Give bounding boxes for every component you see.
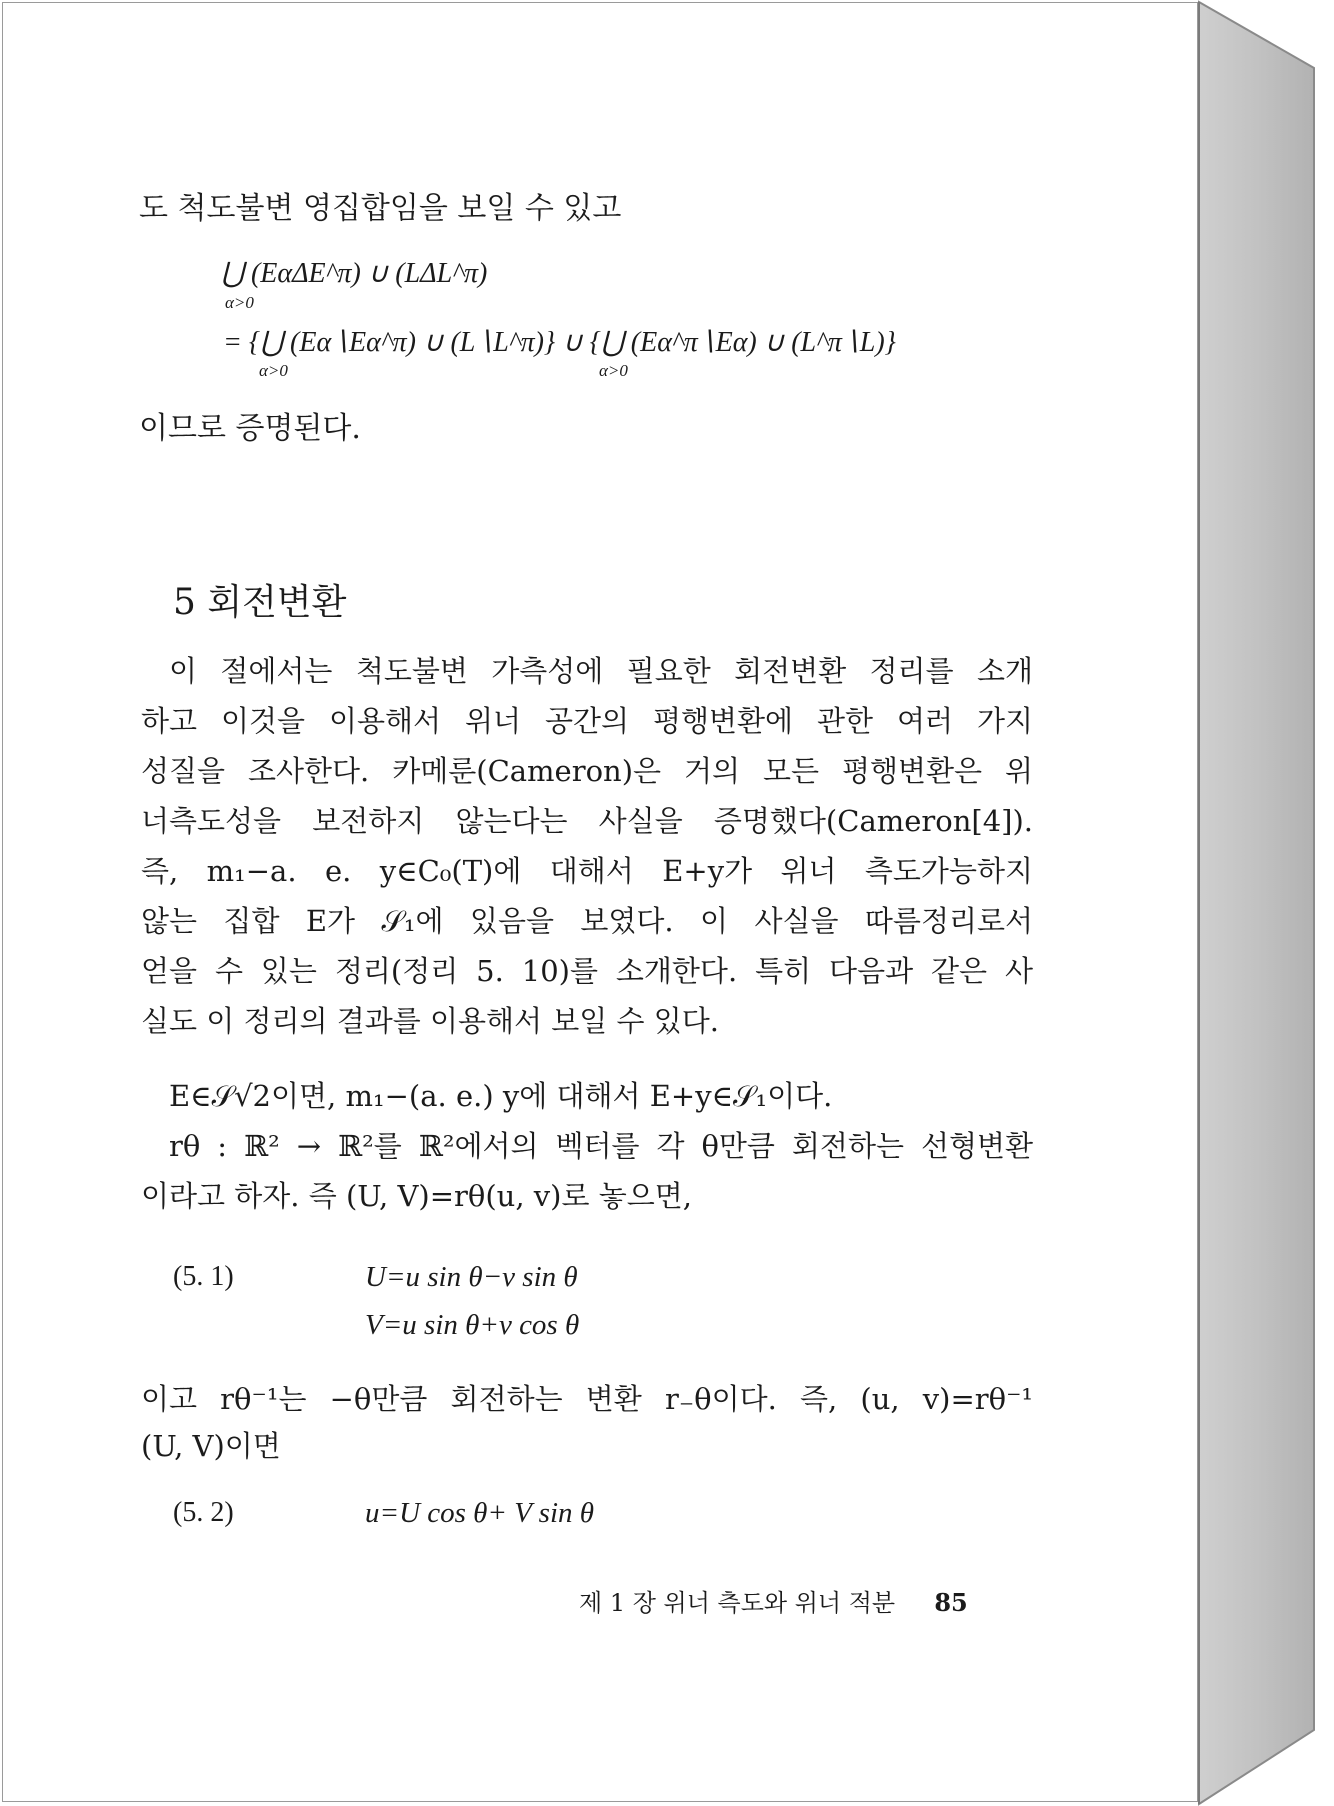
statement-line: E∈𝒮√2이면, m₁−(a. e.) y에 대해서 E+y∈𝒮₁이다. <box>169 1079 833 1113</box>
display-eq-line1: ⋃ (EαΔE^π) ∪ (LΔL^π) <box>221 258 488 289</box>
paragraph-line: 이 절에서는 척도불변 가측성에 필요한 회전변환 정리를 소개 <box>169 654 1033 688</box>
page <box>2 2 1198 1802</box>
paragraph-line: 얻을 수 있는 정리(정리 5. 10)를 소개한다. 특히 다음과 같은 사 <box>141 954 1033 988</box>
page-number: 85 <box>934 1588 968 1617</box>
paragraph-line: 실도 이 정리의 결과를 이용해서 보일 수 있다. <box>141 1004 719 1038</box>
display-eq-line2-sub-a: α>0 <box>259 361 288 380</box>
page-footer <box>579 1588 968 1618</box>
paragraph-line: 즉, m₁−a. e. y∈C₀(T)에 대해서 E+y가 위너 측도가능하지 <box>141 854 1033 888</box>
equation-line: V=u sin θ+v cos θ <box>365 1309 580 1341</box>
display-eq-line1-sub: α>0 <box>225 293 254 312</box>
display-eq-line2-sub-b: α>0 <box>599 361 628 380</box>
equation-label: (5. 1) <box>173 1261 234 1292</box>
paragraph-line: 않는 집합 E가 𝒮₁에 있음을 보였다. 이 사실을 따름정리로서 <box>141 904 1033 938</box>
paragraph-line: 이고 rθ⁻¹는 −θ만큼 회전하는 변환 r₋θ이다. 즉, (u, v)=rθ⁻¹ <box>141 1382 1033 1416</box>
chapter-title: 제 1 장 위너 측도와 위너 적분 <box>579 1589 896 1617</box>
equation-line: u=U cos θ+ V sin θ <box>365 1497 595 1529</box>
display-eq-line2: = {⋃ (Eα∖Eα^π) ∪ (L∖L^π)} ∪ {⋃ (Eα^π∖Eα) ∪ (L^π∖L)} <box>223 327 896 358</box>
paragraph-line: (U, V)이면 <box>141 1429 281 1463</box>
equation-line: U=u sin θ−v sin θ <box>365 1261 578 1293</box>
paragraph-line: rθ : ℝ² → ℝ²를 ℝ²에서의 벡터를 각 θ만큼 회전하는 선형변환 <box>169 1129 1033 1163</box>
paragraph-line: 하고 이것을 이용해서 위너 공간의 평행변환에 관한 여러 가지 <box>141 704 1033 738</box>
paragraph-line: 성질을 조사한다. 카메룬(Cameron)은 거의 모든 평행변환은 위 <box>141 754 1033 788</box>
section-heading: 5 회전변환 <box>173 582 347 623</box>
equation-label: (5. 2) <box>173 1497 234 1528</box>
proof-end: 이므로 증명된다. <box>139 411 361 446</box>
intro-line: 도 척도불변 영집합임을 보일 수 있고 <box>139 191 622 226</box>
paragraph-line: 너측도성을 보전하지 않는다는 사실을 증명했다(Cameron[4]). <box>141 804 1033 838</box>
paragraph-line: 이라고 하자. 즉 (U, V)=rθ(u, v)로 놓으면, <box>141 1179 692 1213</box>
